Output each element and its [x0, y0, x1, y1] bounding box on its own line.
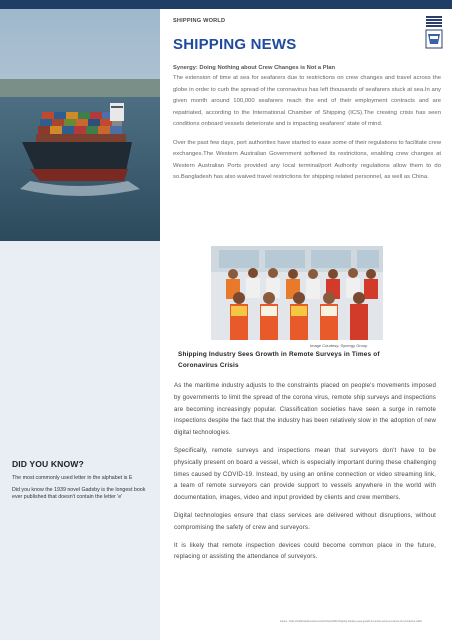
section-label: SHIPPING WORLD: [173, 18, 226, 24]
article-crew-changes: [173, 65, 441, 191]
article-remote-surveys: [174, 380, 436, 569]
article-headline: Shipping Industry Sees Growth in Remote Surveys in Times of Coronavirus Crisis: [178, 351, 380, 369]
article-headline: Synergy: Doing Nothing about Crew Changes is Not a Plan: [173, 65, 336, 71]
article-paragraph: Specifically, remote surveys and inspections mean that surveyors don't have to be physically present on board a vessel, which is especially important during these challenging times caused by COVID-19. Instead, by using an online connection or video streaming link, a team of remote surveyors can provide support to vessels anywhere in the world with documentation, images, video and input provided by clients and crew members.: [174, 446, 436, 502]
image-caption: Image Courtesy: Synergy Group: [310, 343, 368, 348]
container-ship-photo: [0, 9, 160, 241]
did-you-know-box: [12, 459, 152, 506]
article-paragraph: It is likely that remote inspection devices could become common place in the future, replacing or assisting the attendance of surveyors.: [174, 541, 436, 561]
fact-item: The most commonly used letter in the alphabet is E: [12, 475, 133, 481]
fact-item: Did you know the 1939 novel Gadsby is the longest book ever published that doesn't contain the letter 'e': [12, 487, 146, 500]
article-paragraph: The extension of time at sea for seafarers due to restrictions on crew changes and travel across the globe in order to curb the spread of the coronavirus has left thousands of seafarers stuck at sea.In any given month around 100,000 seafarers reach the end of their employment contracts and are repatriated, according to the International Chamber of Shipping (ICS).The crewing crisis has seen conditions onboard vessels deteriorate and is impacting seafarers' state of mind.: [173, 75, 441, 127]
publication-logo: [423, 14, 445, 50]
crew-photo: [211, 246, 383, 340]
top-bar: [0, 0, 452, 9]
article-paragraph: Digital technologies ensure that class services are delivered without disruptions, without compromising the safety of crew and surveyors.: [174, 511, 436, 531]
source-link[interactable]: source : https://worldmaritimenews.com/archives/2021/shipping-industry-sees-growth-in-remote-surveys-in-times-of-coronavirus-crisis/: [280, 620, 423, 623]
article-paragraph: Over the past few days, port authorities have started to ease some of their regulations to facilitate crew exchanges.The Western Australian Government softened its restrictions, enabling crew changes at Western Australian Ports provided any local terminal/port Authority regulations allow them to do so.Bangladesh has also waived travel restrictions for shipping related personnel, as well as China.: [173, 139, 441, 180]
page-title: SHIPPING NEWS: [173, 36, 297, 53]
did-you-know-title: DID YOU KNOW?: [12, 459, 84, 469]
article-paragraph: As the maritime industry adjusts to the constraints placed on people's movements imposed by governments to limit the spread of the corona virus, remote ship surveys and inspections are becoming increasingly popular. Classification societies have seen a surge in remote inspections despite the fact that the industry has been relatively slow in the adoption of new digital technologies.: [174, 382, 436, 437]
